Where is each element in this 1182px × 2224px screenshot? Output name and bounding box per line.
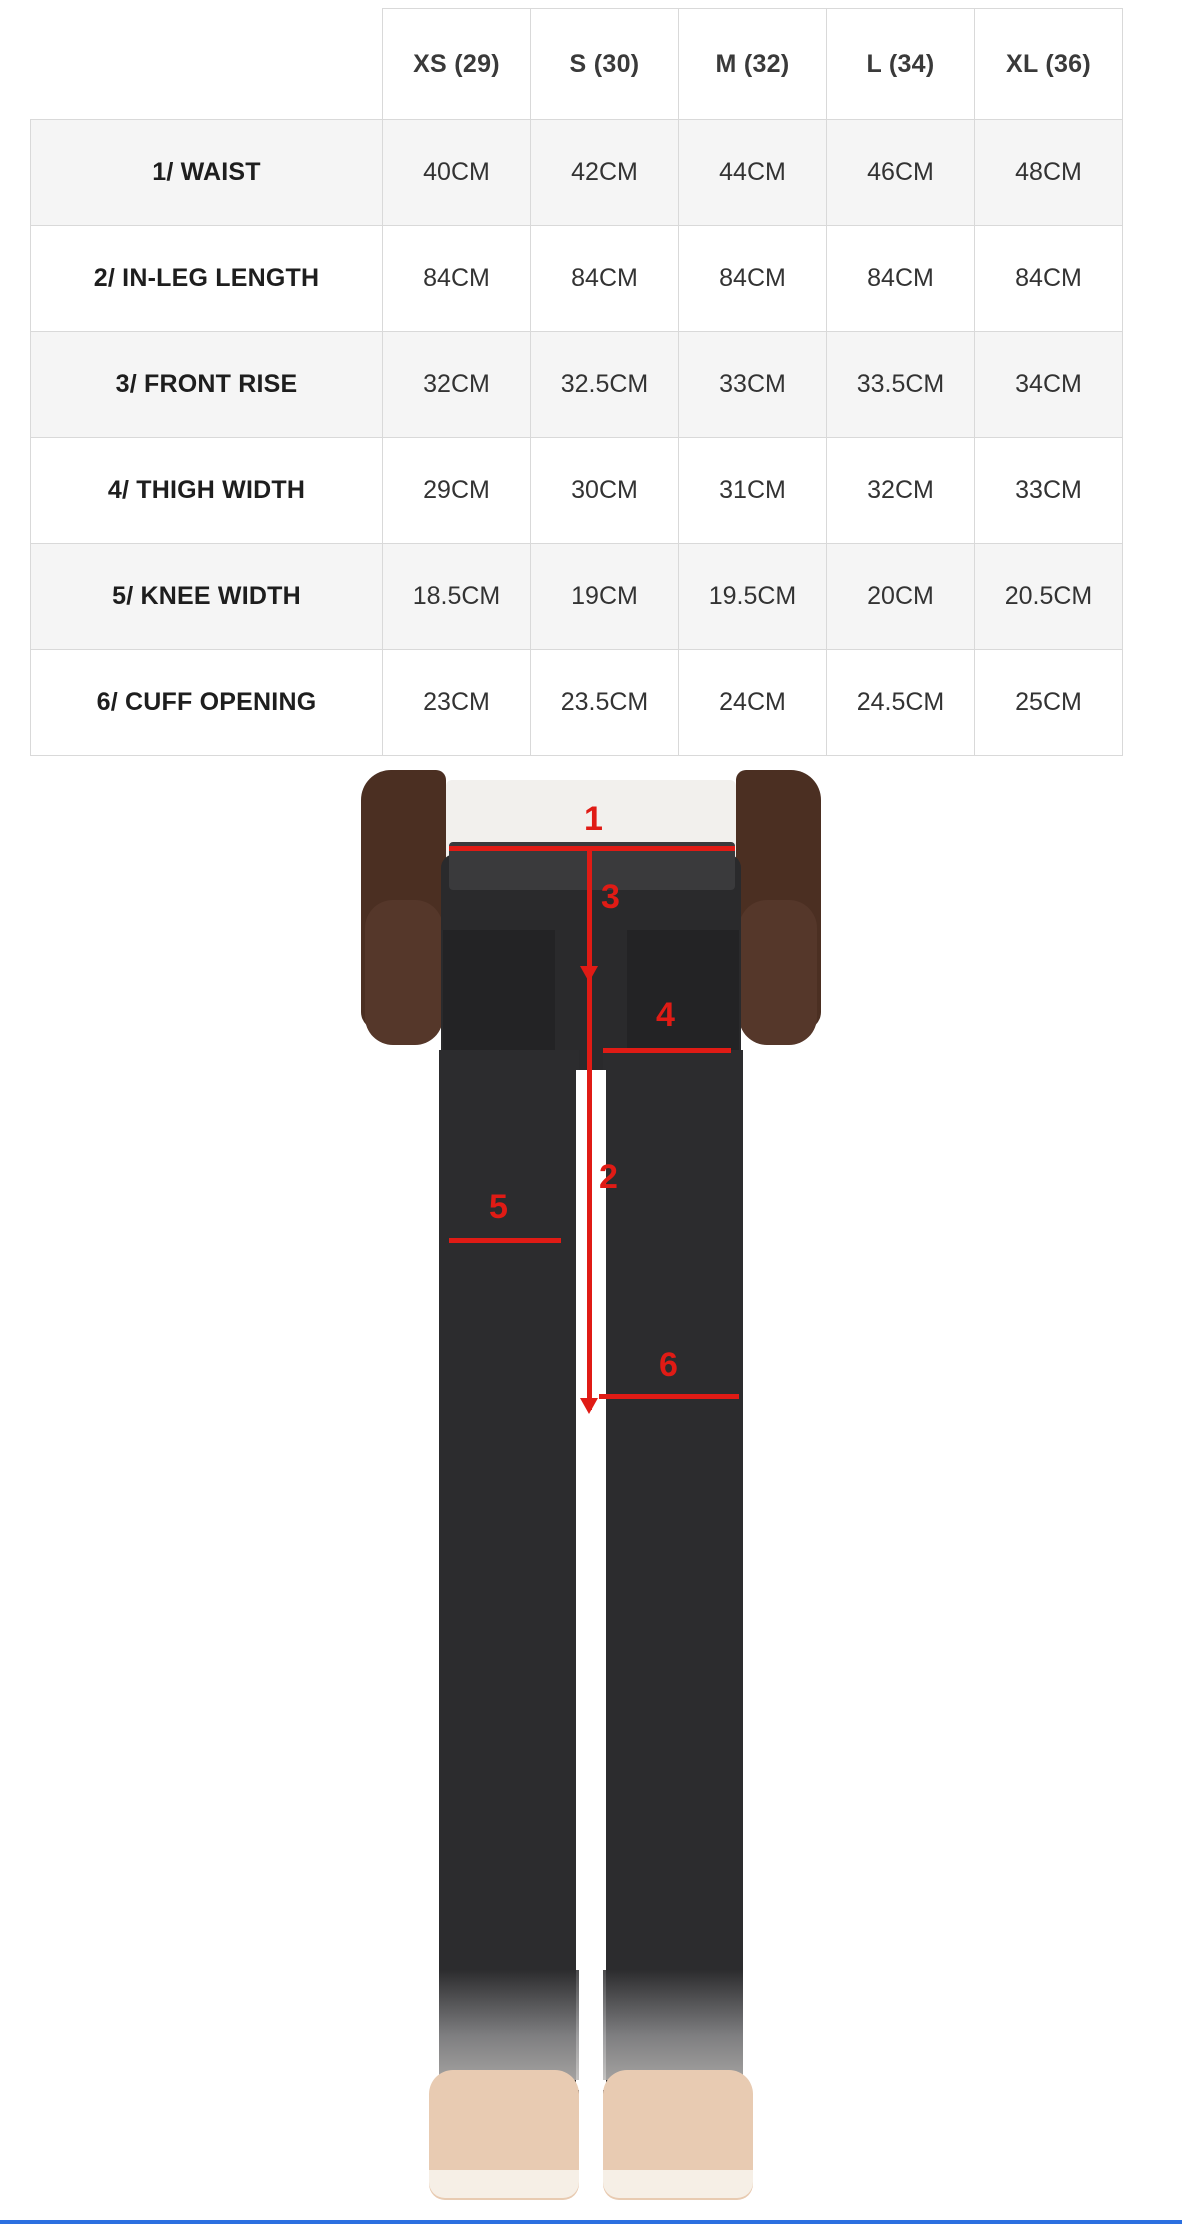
column-header-xs: XS (29) bbox=[383, 9, 531, 120]
cell-cuff-xs: 23CM bbox=[383, 650, 531, 756]
table-header-row bbox=[31, 9, 1123, 120]
model-photo bbox=[341, 770, 841, 2224]
cell-knee-xl: 20.5CM bbox=[975, 544, 1123, 650]
cell-cuff-m: 24CM bbox=[679, 650, 827, 756]
measure-line-knee bbox=[449, 1238, 561, 1243]
row-label-thigh-width: 4/ THIGH WIDTH bbox=[31, 438, 383, 544]
table-row bbox=[31, 544, 1123, 650]
measure-line-cuff bbox=[599, 1394, 739, 1399]
measure-label-6: 6 bbox=[659, 1346, 678, 1384]
row-label-knee-width: 5/ KNEE WIDTH bbox=[31, 544, 383, 650]
cell-frontrise-xs: 32CM bbox=[383, 332, 531, 438]
cell-inleg-xl: 84CM bbox=[975, 226, 1123, 332]
measure-label-1: 1 bbox=[584, 800, 603, 838]
table-row bbox=[31, 650, 1123, 756]
column-header-m: M (32) bbox=[679, 9, 827, 120]
cell-frontrise-xl: 34CM bbox=[975, 332, 1123, 438]
row-label-in-leg-length: 2/ IN-LEG LENGTH bbox=[31, 226, 383, 332]
cell-waist-m: 44CM bbox=[679, 120, 827, 226]
cell-waist-s: 42CM bbox=[531, 120, 679, 226]
table-row bbox=[31, 120, 1123, 226]
cell-cuff-xl: 25CM bbox=[975, 650, 1123, 756]
table-corner-cell bbox=[31, 9, 383, 120]
table-body bbox=[31, 120, 1123, 756]
cell-inleg-s: 84CM bbox=[531, 226, 679, 332]
table-header bbox=[31, 9, 1123, 120]
footer-accent-bar bbox=[0, 2220, 1182, 2224]
cell-thigh-s: 30CM bbox=[531, 438, 679, 544]
cell-waist-l: 46CM bbox=[827, 120, 975, 226]
cell-knee-s: 19CM bbox=[531, 544, 679, 650]
cell-cuff-s: 23.5CM bbox=[531, 650, 679, 756]
measure-label-5: 5 bbox=[489, 1188, 508, 1226]
cell-thigh-l: 32CM bbox=[827, 438, 975, 544]
cell-knee-xs: 18.5CM bbox=[383, 544, 531, 650]
cell-inleg-xs: 84CM bbox=[383, 226, 531, 332]
cell-cuff-l: 24.5CM bbox=[827, 650, 975, 756]
table-row bbox=[31, 438, 1123, 544]
cell-waist-xl: 48CM bbox=[975, 120, 1123, 226]
cell-waist-xs: 40CM bbox=[383, 120, 531, 226]
cell-knee-l: 20CM bbox=[827, 544, 975, 650]
measurement-diagram bbox=[0, 770, 1182, 2224]
column-header-s: S (30) bbox=[531, 9, 679, 120]
measure-line-thigh bbox=[603, 1048, 731, 1053]
size-chart-table-container bbox=[30, 8, 1152, 756]
table-row bbox=[31, 332, 1123, 438]
table-row bbox=[31, 226, 1123, 332]
measure-label-2: 2 bbox=[599, 1158, 618, 1196]
column-header-xl: XL (36) bbox=[975, 9, 1123, 120]
measure-line-front-rise bbox=[587, 850, 592, 970]
cell-inleg-l: 84CM bbox=[827, 226, 975, 332]
measure-label-3: 3 bbox=[601, 878, 620, 916]
size-chart-table bbox=[30, 8, 1123, 756]
cell-thigh-m: 31CM bbox=[679, 438, 827, 544]
measure-label-4: 4 bbox=[656, 996, 675, 1034]
measurement-overlay bbox=[341, 770, 841, 2224]
row-label-cuff-opening: 6/ CUFF OPENING bbox=[31, 650, 383, 756]
row-label-waist: 1/ WAIST bbox=[31, 120, 383, 226]
cell-thigh-xl: 33CM bbox=[975, 438, 1123, 544]
cell-frontrise-s: 32.5CM bbox=[531, 332, 679, 438]
row-label-front-rise: 3/ FRONT RISE bbox=[31, 332, 383, 438]
measure-line-waist bbox=[449, 846, 735, 851]
measure-line-in-leg bbox=[587, 970, 592, 1410]
column-header-l: L (34) bbox=[827, 9, 975, 120]
arrowhead-in-leg bbox=[580, 1398, 598, 1414]
cell-thigh-xs: 29CM bbox=[383, 438, 531, 544]
cell-inleg-m: 84CM bbox=[679, 226, 827, 332]
cell-knee-m: 19.5CM bbox=[679, 544, 827, 650]
cell-frontrise-l: 33.5CM bbox=[827, 332, 975, 438]
cell-frontrise-m: 33CM bbox=[679, 332, 827, 438]
